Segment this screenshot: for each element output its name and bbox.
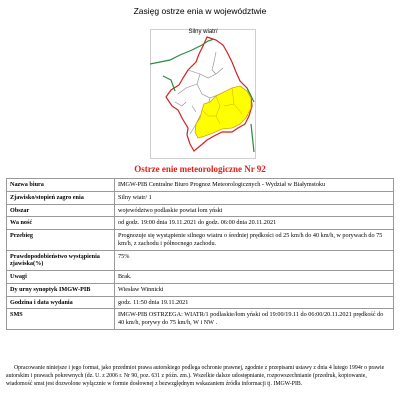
copyright-footnote: Opracowanie niniejsze i jego format, jako przedmiot prawa autorskiego podlega ochronie prawnej, zgodnie z przepisami ustawy z dnia 4 lutego 1994r o prawie autorskim i prawach pokrewnych (dz. U. z 2006 r. Nr 90, poz. 631 z późn. zm.). Wszelkie dalsze udostępnianie, rozpowszechnianie (przedruk, kopiowanie, wiadomość smst jest dozwolone wyłącznie w formie dosłownej z bezwzględnym wskazaniem źródła informacji tj. IMGW-PIB.	[6, 365, 385, 387]
row-value: Wiesław Winnicki	[115, 283, 394, 296]
row-label: Dy urny synoptyk IMGW-PIB	[7, 283, 115, 296]
table-row	[7, 296, 394, 309]
warning-title: Ostrze enie meteorologiczne Nr 92	[134, 164, 266, 174]
row-label: Nazwa biura	[7, 179, 115, 192]
row-value: od godz. 19:00 dnia 19.11.2021 do godz. 06:00 dnia 20.11.2021	[115, 217, 394, 230]
row-label: Przebieg	[7, 230, 115, 251]
voivodeship-map	[150, 36, 256, 158]
row-value: Prognozuje się wystąpienie silnego wiatru o średniej prędkości od 25 km/h do 40 km/h, w porywach do 75 km/h, z zachodu i północnego zachodu.	[115, 230, 394, 251]
row-label: Godzina i data wydania	[7, 296, 115, 309]
row-value: IMGW-PIB Centralne Biuro Prognoz Meteorologicznych - Wydział w Białymstoku	[115, 179, 394, 192]
row-value: 75%	[115, 250, 394, 271]
table-row	[7, 204, 394, 217]
table-row	[7, 283, 394, 296]
table-row	[7, 230, 394, 251]
table-row	[7, 191, 394, 204]
table-row	[7, 309, 394, 330]
row-value: Silny wiatr/ 1	[115, 191, 394, 204]
table-row	[7, 217, 394, 230]
table-row	[7, 179, 394, 192]
row-value: województwo podlaskie powiat łom yński	[115, 204, 394, 217]
table-row	[7, 250, 394, 271]
table-row	[7, 271, 394, 284]
row-label: Obszar	[7, 204, 115, 217]
row-value: Brak.	[115, 271, 394, 284]
row-label: Prawdopodobieństwo wystąpienia zjawiska(%)	[7, 250, 115, 271]
row-value: IMGW-PIB OSTRZEGA: WIATR/1 podlaskie/łom yński od 19:00/19.11 do 06:00/20.11.2021 prędkość do 40 km/h, porywy do 75 km/h, W i NW .	[115, 309, 394, 330]
row-label: Zjawisko/stopień zagro enia	[7, 191, 115, 204]
row-value: godz. 11:50 dnia 19.11.2021	[115, 296, 394, 309]
page-title: Zasięg ostrze enia w województwie	[133, 6, 267, 16]
warning-details-table	[6, 178, 394, 330]
row-label: Wa ność	[7, 217, 115, 230]
map-title: Silny wiatr/	[188, 29, 218, 35]
row-label: SMS	[7, 309, 115, 330]
row-label: Uwagi	[7, 271, 115, 284]
